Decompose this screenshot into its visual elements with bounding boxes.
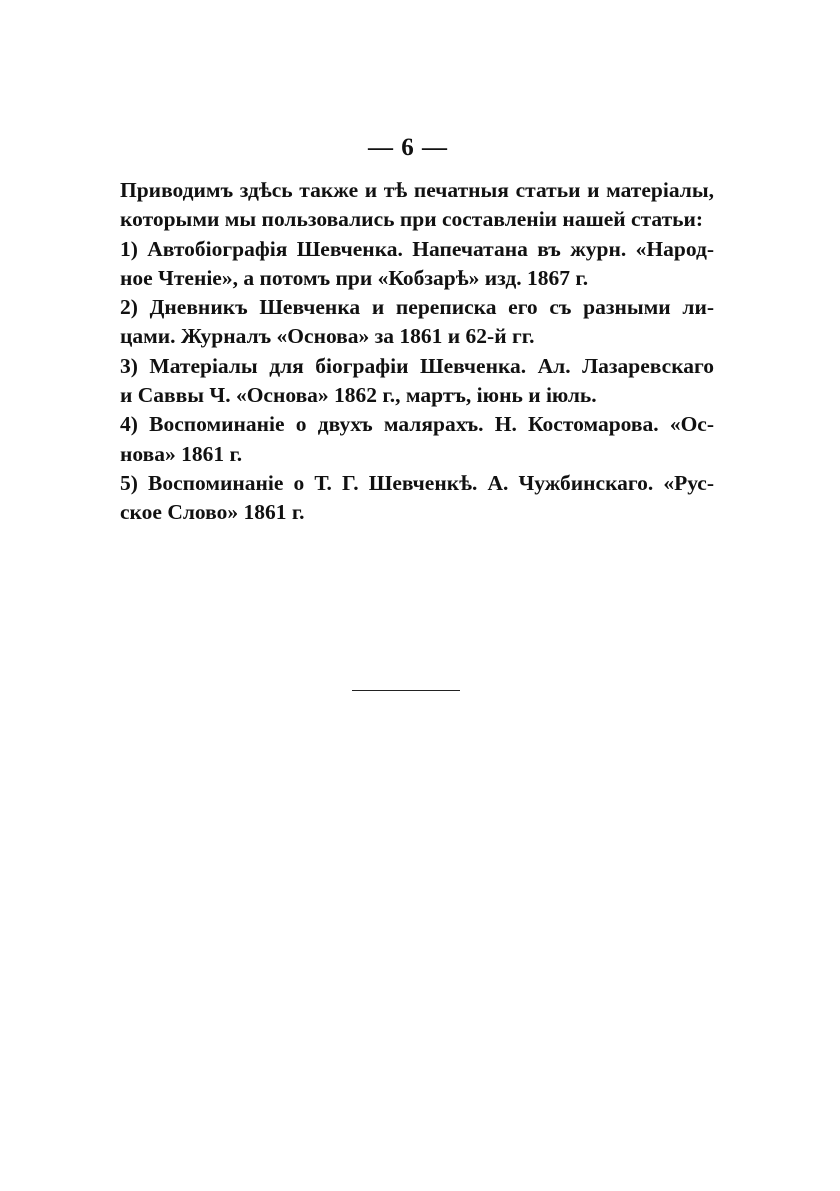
source-3-line-1: 3) Матеріалы для біографіи Шевченка. Ал. Лазаревскаго — [120, 353, 714, 378]
source-5-line-1: 5) Воспоминаніе о Т. Г. Шевченкѣ. А. Чужбинскаго. «Рус- — [120, 470, 714, 495]
intro-line-1: Приводимъ здѣсь также и тѣ печатныя статьи и матеріалы, — [120, 178, 714, 202]
page-number: — 6 — — [368, 134, 448, 161]
intro-line-2: которыми мы пользовались при составленіи нашей статьи: — [120, 207, 704, 232]
source-2-line-1: 2) Дневникъ Шевченка и переписка его съ разными ли- — [120, 295, 714, 320]
source-4-line-2: нова» 1861 г. — [120, 441, 243, 466]
source-1-line-1: 1) Автобіографія Шевченка. Напечатана въ журн. «Народ- — [120, 236, 714, 261]
source-5-line-2: ское Слово» 1861 г. — [120, 500, 305, 525]
source-1-line-2: ное Чтеніе», а потомъ при «Кобзарѣ» изд. 1867 г. — [120, 265, 589, 290]
source-2-line-2: цами. Журналъ «Основа» за 1861 и 62-й гг. — [120, 324, 535, 349]
source-3-line-2: и Саввы Ч. «Основа» 1862 г., мартъ, іюнь и іюль. — [120, 383, 597, 408]
section-separator-rule — [352, 690, 460, 691]
source-4-line-1: 4) Воспоминаніе о двухъ малярахъ. Н. Костомарова. «Ос- — [120, 412, 714, 437]
text-block — [120, 176, 714, 528]
